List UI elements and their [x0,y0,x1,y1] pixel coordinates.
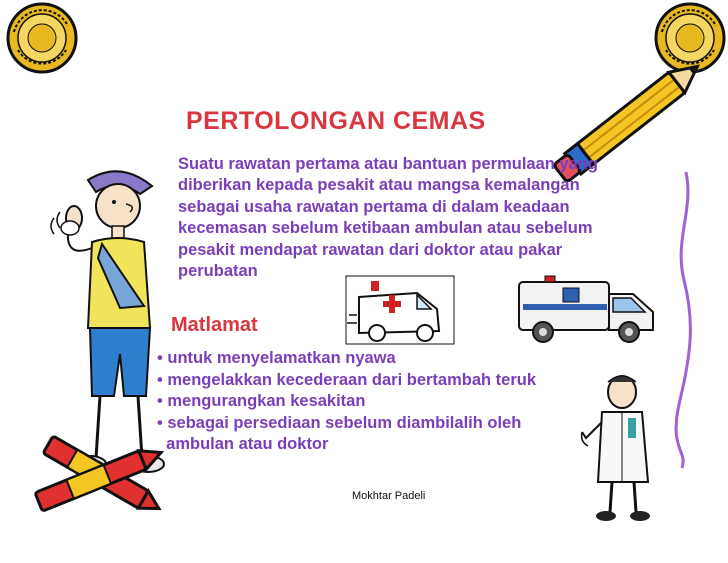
goal-item: • untuk menyelamatkan nyawa [157,349,396,367]
purple-scribble [668,170,698,470]
intro-line: diberikan kepada pesakit atau mangsa kemalangan [178,176,580,195]
ambulance-sketch-clipart [345,275,455,345]
intro-line: Suatu rawatan pertama atau bantuan permulaan yang [178,155,598,173]
matlamat-heading: Matlamat [171,314,258,336]
crayons-clipart [28,428,173,528]
goal-item: • mengelakkan kecederaan dari bertambah teruk [157,370,537,389]
page-title: PERTOLONGAN CEMAS [186,107,486,135]
goal-item: ambulan atau doktor [157,435,329,454]
author-credit: Mokhtar Padeli [352,490,426,502]
goal-item: • sebagai persediaan sebelum diambilalih oleh [157,413,522,432]
goals-list [157,348,597,456]
intro-paragraph [178,154,658,282]
intro-line: sebagai usaha rawatan pertama di dalam keadaan [178,197,570,216]
intro-line: kecemasan sebelum ketibaan ambulan atau sebelum [178,219,593,238]
seal-icon-left [4,2,80,74]
intro-line: perubatan [178,262,258,281]
goal-item: • mengurangkan kesakitan [157,392,366,411]
ambulance-van-clipart [515,272,660,347]
intro-line: pesakit mendapat rawatan dari doktor atau pakar [178,240,563,259]
